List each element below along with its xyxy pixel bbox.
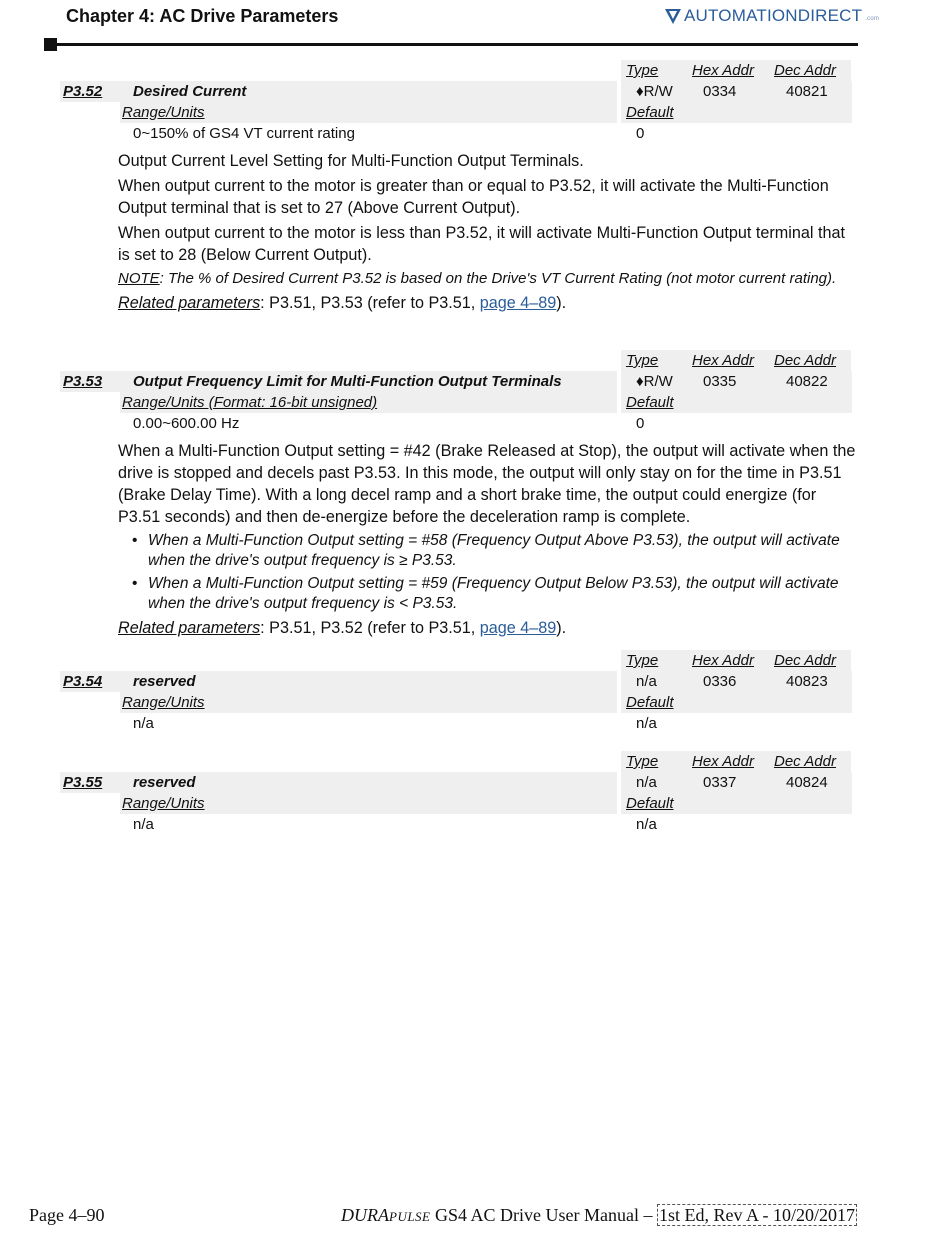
- related-end: ).: [556, 294, 567, 312]
- param-name: reserved: [133, 673, 196, 690]
- bullet-list: [118, 531, 858, 614]
- param-hex-addr: 0335: [703, 373, 737, 390]
- param-dec-addr: 40823: [786, 673, 828, 690]
- param-value-row: [60, 713, 852, 734]
- param-hex-addr: 0337: [703, 774, 737, 791]
- range-units-header: Range/Units: [122, 104, 205, 121]
- dec-addr-header: Dec Addr: [774, 652, 836, 669]
- param-dec-addr: 40822: [786, 373, 828, 390]
- default-header: Default: [626, 394, 674, 411]
- param-block-p3-52: [60, 60, 852, 144]
- type-header: Type: [626, 753, 659, 770]
- type-header: Type: [626, 352, 659, 369]
- note-text: The % of Desired Current P3.52 is based on the Drive's VT Current Rating (not motor current rating).: [168, 270, 837, 287]
- type-header: Type: [626, 62, 659, 79]
- logo-v-icon: [664, 7, 682, 25]
- param-default-value: n/a: [636, 715, 657, 732]
- type-header: Type: [626, 652, 659, 669]
- bullet-text: When a Multi-Function Output setting = #58 (Frequency Output Above P3.53), the output will activate when the drive's output frequency is ≥ P3.53.: [148, 532, 840, 569]
- param-id: P3.54: [63, 673, 103, 690]
- param-meta-row: [60, 350, 852, 371]
- param-range-header-row: [60, 692, 852, 713]
- param-name: reserved: [133, 774, 196, 791]
- default-header: Default: [626, 694, 674, 711]
- paragraph: Output Current Level Setting for Multi-Function Output Terminals.: [118, 152, 584, 170]
- related-text: P3.51, P3.53 (refer to P3.51,: [269, 294, 476, 312]
- paragraph: When output current to the motor is greater than or equal to P3.52, it will activate the Multi-Function Output terminal that is set to 27 (Above Current Output).: [118, 177, 829, 217]
- hex-addr-header: Hex Addr: [692, 652, 754, 669]
- param-meta-row: [60, 650, 852, 671]
- dec-addr-header: Dec Addr: [774, 62, 836, 79]
- param-range-value: n/a: [133, 816, 154, 833]
- param-name-row: [60, 81, 852, 102]
- list-item: [132, 531, 858, 571]
- page-link[interactable]: page 4–89: [479, 294, 557, 312]
- page-number: Page 4–90: [29, 1205, 105, 1225]
- related-end: ).: [556, 619, 567, 637]
- hex-addr-header: Hex Addr: [692, 62, 754, 79]
- related-parameters: Related parameters: P3.51, P3.52 (refer to P3.51, page 4–89).: [118, 619, 567, 637]
- param-type: n/a: [636, 774, 657, 791]
- param-name-row: [60, 371, 852, 392]
- param-type: n/a: [636, 673, 657, 690]
- param-name-row: [60, 671, 852, 692]
- param-block-p3-53: [60, 350, 852, 434]
- paragraph: When output current to the motor is less than P3.52, it will activate Multi-Function Output terminal that is set to 28 (Below Current Output).: [118, 224, 845, 264]
- related-label: Related parameters: [118, 294, 261, 312]
- param-range-header-row: [60, 392, 852, 413]
- dec-addr-header: Dec Addr: [774, 753, 836, 770]
- param-block-p3-55: [60, 751, 852, 835]
- note-label: NOTE: [118, 270, 160, 287]
- default-header: Default: [626, 104, 674, 121]
- param-meta-row: [60, 751, 852, 772]
- p3-52-description: [118, 150, 858, 317]
- param-hex-addr: 0336: [703, 673, 737, 690]
- param-range-value: 0~150% of GS4 VT current rating: [133, 125, 355, 142]
- param-default-value: n/a: [636, 816, 657, 833]
- param-value-row: [60, 814, 852, 835]
- param-id: P3.53: [63, 373, 103, 390]
- list-item: [132, 574, 858, 614]
- bullet-icon: •: [132, 575, 138, 592]
- param-range-header-row: [60, 102, 852, 123]
- param-range-value: n/a: [133, 715, 154, 732]
- edition-badge: 1st Ed, Rev A - 10/20/2017: [658, 1205, 855, 1225]
- logo-text: AUTOMATIONDIRECT: [684, 6, 863, 25]
- param-default-value: 0: [636, 415, 645, 432]
- param-value-row: [60, 123, 852, 144]
- paragraph: When a Multi-Function Output setting = #42 (Brake Released at Stop), the output will activate when the drive is stopped and decels past P3.53. In this mode, the output will only stay on for the time in P3.51 (Brake Delay Time). With a long decel ramp and a short brake time, the output could energize (for P3.51 seconds) and then de-energize before the deceleration ramp is complete.: [118, 442, 856, 526]
- param-dec-addr: 40821: [786, 83, 828, 100]
- param-meta-row: [60, 60, 852, 81]
- range-units-header: Range/Units: [122, 694, 205, 711]
- related-label: Related parameters: [118, 619, 261, 637]
- default-header: Default: [626, 795, 674, 812]
- param-range-value: 0.00~600.00 Hz: [133, 415, 240, 432]
- param-default-value: 0: [636, 125, 645, 142]
- hex-addr-header: Hex Addr: [692, 352, 754, 369]
- param-type: ♦R/W: [636, 373, 673, 390]
- dec-addr-header: Dec Addr: [774, 352, 836, 369]
- param-name-row: [60, 772, 852, 793]
- automationdirect-logo: [664, 6, 879, 26]
- manual-name: GS4 AC Drive User Manual –: [430, 1205, 657, 1225]
- param-id: P3.52: [63, 83, 103, 100]
- logo-suffix: .com: [865, 16, 880, 22]
- related-parameters: Related parameters: P3.51, P3.53 (refer to P3.51, page 4–89).: [118, 294, 567, 312]
- bullet-icon: •: [132, 532, 138, 549]
- bullet-text: When a Multi-Function Output setting = #59 (Frequency Output Below P3.53), the output will activate when the drive's output frequency is < P3.53.: [148, 575, 839, 612]
- chapter-title: Chapter 4: AC Drive Parameters: [66, 6, 339, 26]
- param-name: Desired Current: [133, 83, 247, 100]
- range-units-header: Range/Units (Format: 16-bit unsigned): [122, 394, 378, 411]
- related-text: P3.51, P3.52 (refer to P3.51,: [269, 619, 476, 637]
- header-rule: [44, 43, 858, 46]
- param-value-row: [60, 413, 852, 434]
- note: NOTE: The % of Desired Current P3.52 is based on the Drive's VT Current Rating (not motor current rating).: [118, 270, 837, 287]
- page-link[interactable]: page 4–89: [479, 619, 557, 637]
- param-name: Output Frequency Limit for Multi-Function Output Terminals: [133, 373, 562, 390]
- brand-dura: DURA: [341, 1205, 389, 1225]
- param-hex-addr: 0334: [703, 83, 737, 100]
- p3-53-description: [118, 440, 858, 642]
- footer-manual-title: [341, 1205, 857, 1226]
- param-id: P3.55: [63, 774, 103, 791]
- param-range-header-row: [60, 793, 852, 814]
- param-type: ♦R/W: [636, 83, 673, 100]
- range-units-header: Range/Units: [122, 795, 205, 812]
- param-block-p3-54: [60, 650, 852, 734]
- hex-addr-header: Hex Addr: [692, 753, 754, 770]
- param-dec-addr: 40824: [786, 774, 828, 791]
- brand-pulse: PULSE: [389, 1209, 431, 1224]
